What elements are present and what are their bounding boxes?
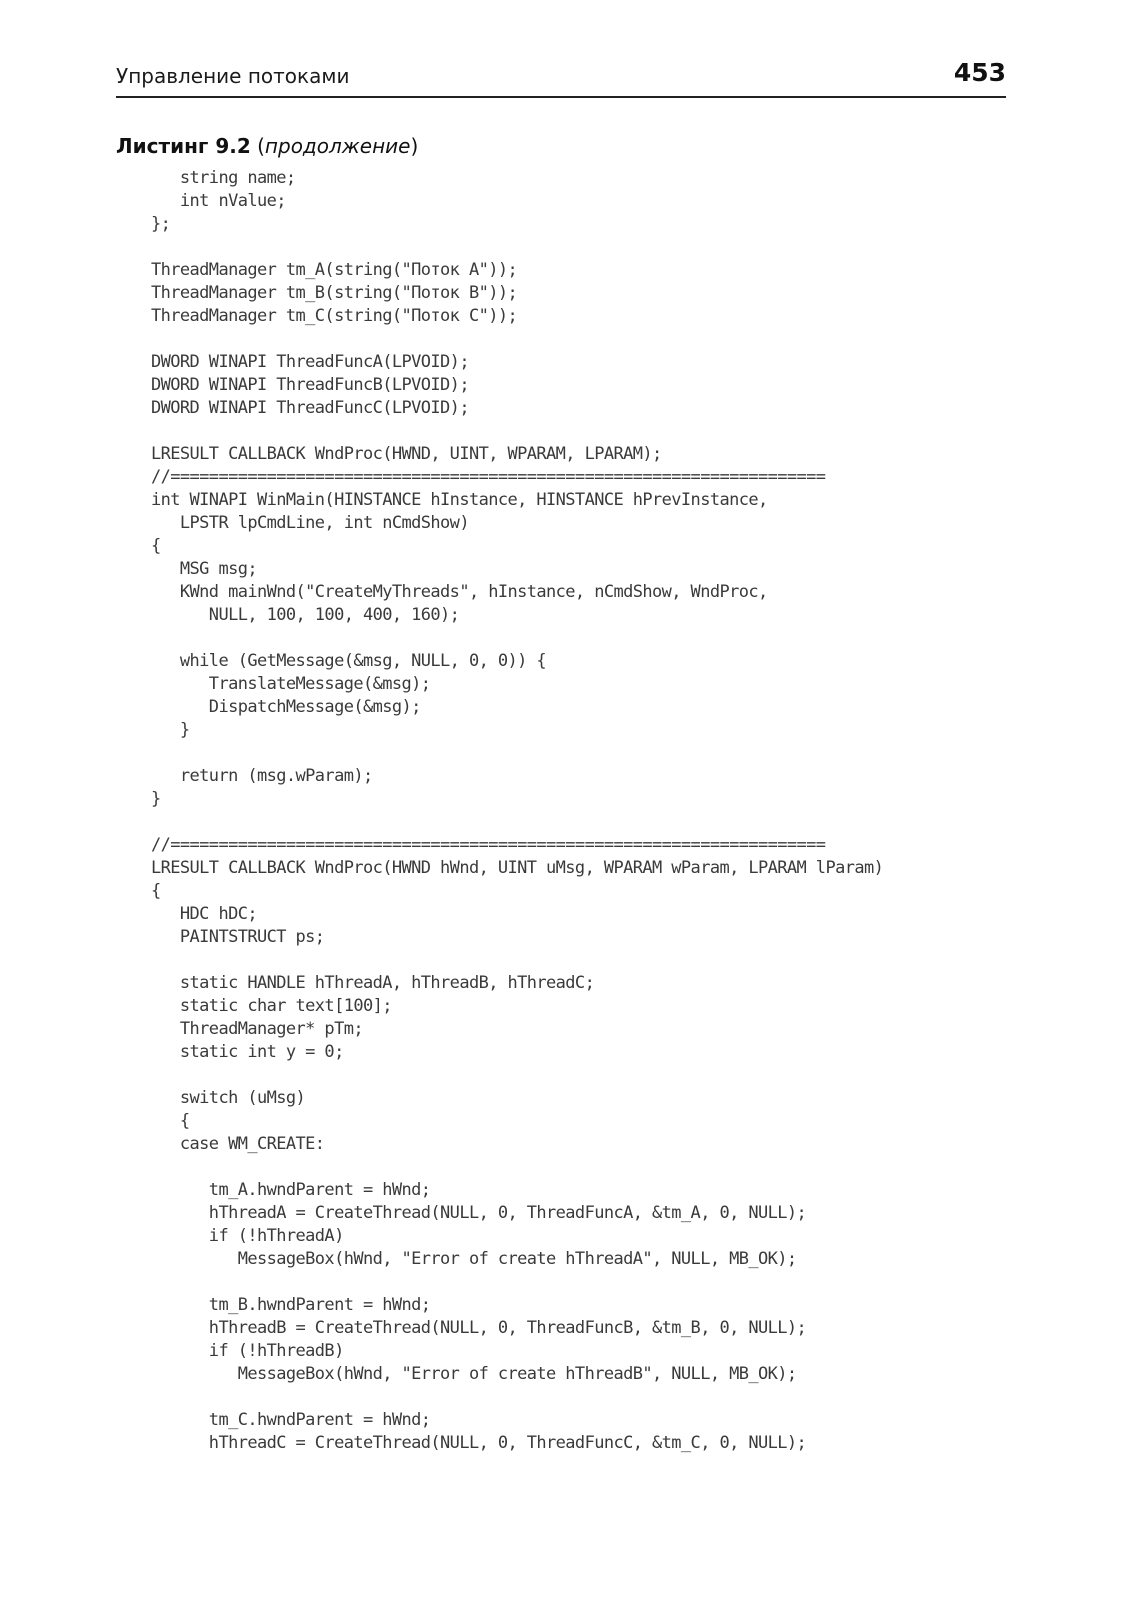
code-line — [151, 811, 1071, 834]
code-line: MSG msg; — [151, 559, 257, 579]
code-line: LRESULT CALLBACK WndProc(HWND, UINT, WPARAM, LPARAM); — [151, 444, 662, 464]
code-line: DWORD WINAPI ThreadFuncB(LPVOID); — [151, 375, 469, 395]
code-line: ThreadManager* pTm; — [151, 1019, 363, 1039]
listing-caption — [116, 134, 418, 158]
code-line — [151, 420, 1071, 443]
code-line: return (msg.wParam); — [151, 766, 373, 786]
listing-open-paren: ( — [250, 134, 265, 158]
code-line: if (!hThreadA) — [151, 1226, 344, 1246]
code-line — [151, 627, 1071, 650]
code-listing — [151, 167, 1071, 1455]
code-line: MessageBox(hWnd, "Error of create hThreadA", NULL, MB_OK); — [151, 1249, 797, 1269]
section-title: Управление потоками — [116, 64, 350, 88]
code-line: tm_B.hwndParent = hWnd; — [151, 1295, 431, 1315]
code-line: TranslateMessage(&msg); — [151, 674, 431, 694]
code-line: //==================================================================== — [151, 835, 826, 855]
code-line: { — [151, 1111, 190, 1131]
code-line: { — [151, 536, 161, 556]
code-line: PAINTSTRUCT ps; — [151, 927, 325, 947]
code-line: hThreadC = CreateThread(NULL, 0, ThreadFuncC, &tm_C, 0, NULL); — [151, 1433, 807, 1453]
code-line: LPSTR lpCmdLine, int nCmdShow) — [151, 513, 469, 533]
code-line: hThreadB = CreateThread(NULL, 0, ThreadFuncB, &tm_B, 0, NULL); — [151, 1318, 807, 1338]
code-line: int nValue; — [151, 191, 286, 211]
code-line: static char text[100]; — [151, 996, 392, 1016]
code-line: tm_A.hwndParent = hWnd; — [151, 1180, 431, 1200]
code-line: static HANDLE hThreadA, hThreadB, hThreadC; — [151, 973, 595, 993]
code-line: }; — [151, 214, 171, 234]
code-line — [151, 1386, 1071, 1409]
code-line — [151, 949, 1071, 972]
code-line: DWORD WINAPI ThreadFuncC(LPVOID); — [151, 398, 469, 418]
code-line — [151, 236, 1071, 259]
page-number: 453 — [953, 58, 1006, 87]
listing-note: продолжение — [264, 134, 411, 158]
listing-close-paren: ) — [410, 134, 419, 158]
code-line: DispatchMessage(&msg); — [151, 697, 421, 717]
code-line: tm_C.hwndParent = hWnd; — [151, 1410, 431, 1430]
code-line: } — [151, 789, 161, 809]
code-line: //==================================================================== — [151, 467, 826, 487]
code-line: hThreadA = CreateThread(NULL, 0, ThreadFuncA, &tm_A, 0, NULL); — [151, 1203, 807, 1223]
code-line — [151, 1271, 1071, 1294]
code-line — [151, 1156, 1071, 1179]
code-line: string name; — [151, 168, 296, 188]
code-line: int WINAPI WinMain(HINSTANCE hInstance, HINSTANCE hPrevInstance, — [151, 490, 768, 510]
code-line: } — [151, 720, 190, 740]
listing-label: Листинг 9.2 — [116, 134, 251, 158]
code-line: { — [151, 881, 161, 901]
code-line — [151, 1064, 1071, 1087]
code-line: switch (uMsg) — [151, 1088, 306, 1108]
code-line: LRESULT CALLBACK WndProc(HWND hWnd, UINT uMsg, WPARAM wParam, LPARAM lParam) — [151, 858, 884, 878]
code-line: ThreadManager tm_A(string("Поток A")); — [151, 260, 518, 280]
code-line: if (!hThreadB) — [151, 1341, 344, 1361]
code-line: static int y = 0; — [151, 1042, 344, 1062]
code-line: MessageBox(hWnd, "Error of create hThreadB", NULL, MB_OK); — [151, 1364, 797, 1384]
code-line: DWORD WINAPI ThreadFuncA(LPVOID); — [151, 352, 469, 372]
code-line: NULL, 100, 100, 400, 160); — [151, 605, 460, 625]
code-line — [151, 742, 1071, 765]
code-line — [151, 328, 1071, 351]
code-line: ThreadManager tm_C(string("Поток C")); — [151, 306, 518, 326]
code-line: HDC hDC; — [151, 904, 257, 924]
code-line: case WM_CREATE: — [151, 1134, 325, 1154]
code-line: KWnd mainWnd("CreateMyThreads", hInstance, nCmdShow, WndProc, — [151, 582, 768, 602]
code-line: while (GetMessage(&msg, NULL, 0, 0)) { — [151, 651, 547, 671]
running-head — [116, 58, 1006, 98]
code-line: ThreadManager tm_B(string("Поток B")); — [151, 283, 518, 303]
